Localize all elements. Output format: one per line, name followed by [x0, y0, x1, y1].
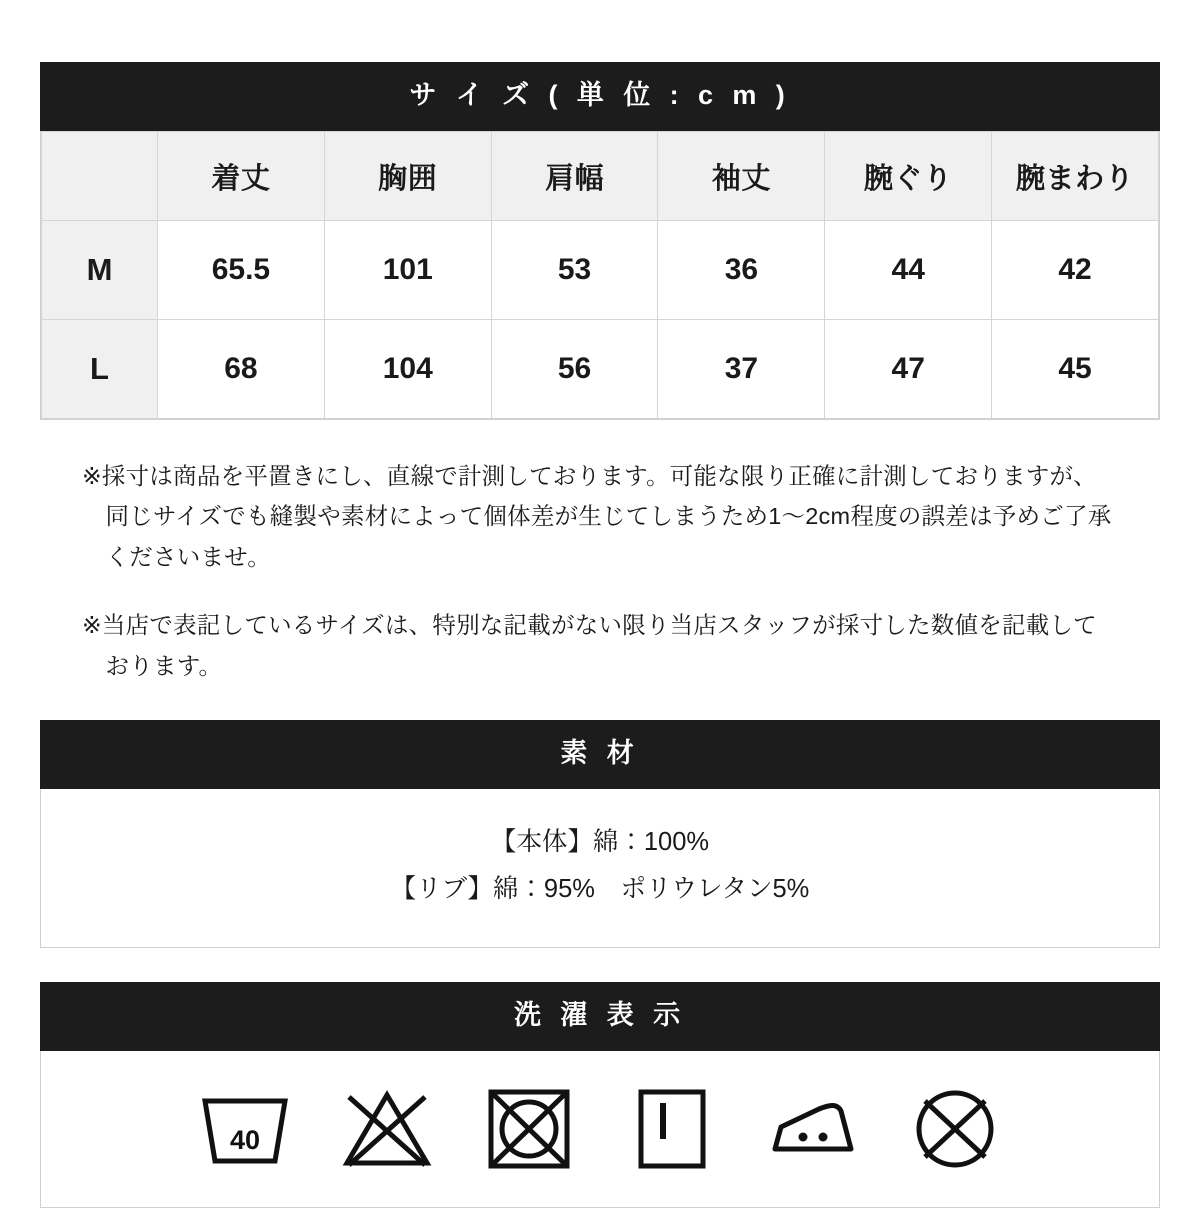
size-column-header-0: 着丈: [158, 132, 325, 221]
size-column-header-2: 肩幅: [491, 132, 658, 221]
size-cell-m-1: 101: [324, 221, 491, 320]
measurement-notes: [40, 456, 1160, 686]
size-cell-l-2: 56: [491, 320, 658, 419]
wash-symbol-list: [41, 1081, 1159, 1177]
size-row-label-m: M: [42, 221, 158, 320]
material-line-0: 【本体】綿：100%: [490, 828, 710, 857]
size-cell-m-5: 42: [992, 221, 1159, 320]
material-panel: [40, 789, 1160, 948]
size-column-header-3: 袖丈: [658, 132, 825, 221]
table-row: [42, 320, 1159, 419]
iron-low-icon: [765, 1081, 861, 1177]
table-row: [42, 221, 1159, 320]
size-cell-m-0: 65.5: [158, 221, 325, 320]
size-table-wrapper: [40, 131, 1160, 420]
size-section: [40, 62, 1160, 420]
material-section: [40, 720, 1160, 948]
wash-section-title: 洗 濯 表 示: [40, 982, 1160, 1051]
no-tumble-dry-icon: [481, 1081, 577, 1177]
size-cell-l-3: 37: [658, 320, 825, 419]
material-line-1: 【リブ】綿：95% ポリウレタン5%: [390, 875, 810, 904]
size-cell-m-3: 36: [658, 221, 825, 320]
measurement-note-2: ※当店で表記しているサイズは、特別な記載がない限り当店スタッフが採寸した数値を記載しております。: [82, 612, 1097, 679]
size-cell-l-4: 47: [825, 320, 992, 419]
size-cell-l-1: 104: [324, 320, 491, 419]
wash-temperature-label: 40: [229, 1125, 261, 1156]
size-cell-l-0: 68: [158, 320, 325, 419]
size-cell-m-2: 53: [491, 221, 658, 320]
wash-panel: [40, 1051, 1160, 1208]
wash-40-icon: [197, 1081, 293, 1177]
size-table: [41, 131, 1159, 419]
size-column-header-1: 胸囲: [324, 132, 491, 221]
size-column-header-5: 腕まわり: [992, 132, 1159, 221]
drip-dry-line-icon: [623, 1081, 719, 1177]
size-column-header-4: 腕ぐり: [825, 132, 992, 221]
size-row-label-l: L: [42, 320, 158, 419]
wash-section: [40, 982, 1160, 1208]
size-table-corner-cell: [42, 132, 158, 221]
no-dry-clean-icon: [907, 1081, 1003, 1177]
material-section-title: 素 材: [40, 720, 1160, 789]
measurement-note-1: ※採寸は商品を平置きにし、直線で計測しております。可能な限り正確に計測しておりますが、同じサイズでも縫製や素材によって個体差が生じてしまうため1〜2cm程度の誤差は予めご了承くださいませ。: [82, 463, 1112, 570]
size-section-title: サ イ ズ ( 単 位 : c m ): [40, 62, 1160, 131]
size-table-header-row: [42, 132, 1159, 221]
no-bleach-icon: [339, 1081, 435, 1177]
size-cell-m-4: 44: [825, 221, 992, 320]
size-cell-l-5: 45: [992, 320, 1159, 419]
